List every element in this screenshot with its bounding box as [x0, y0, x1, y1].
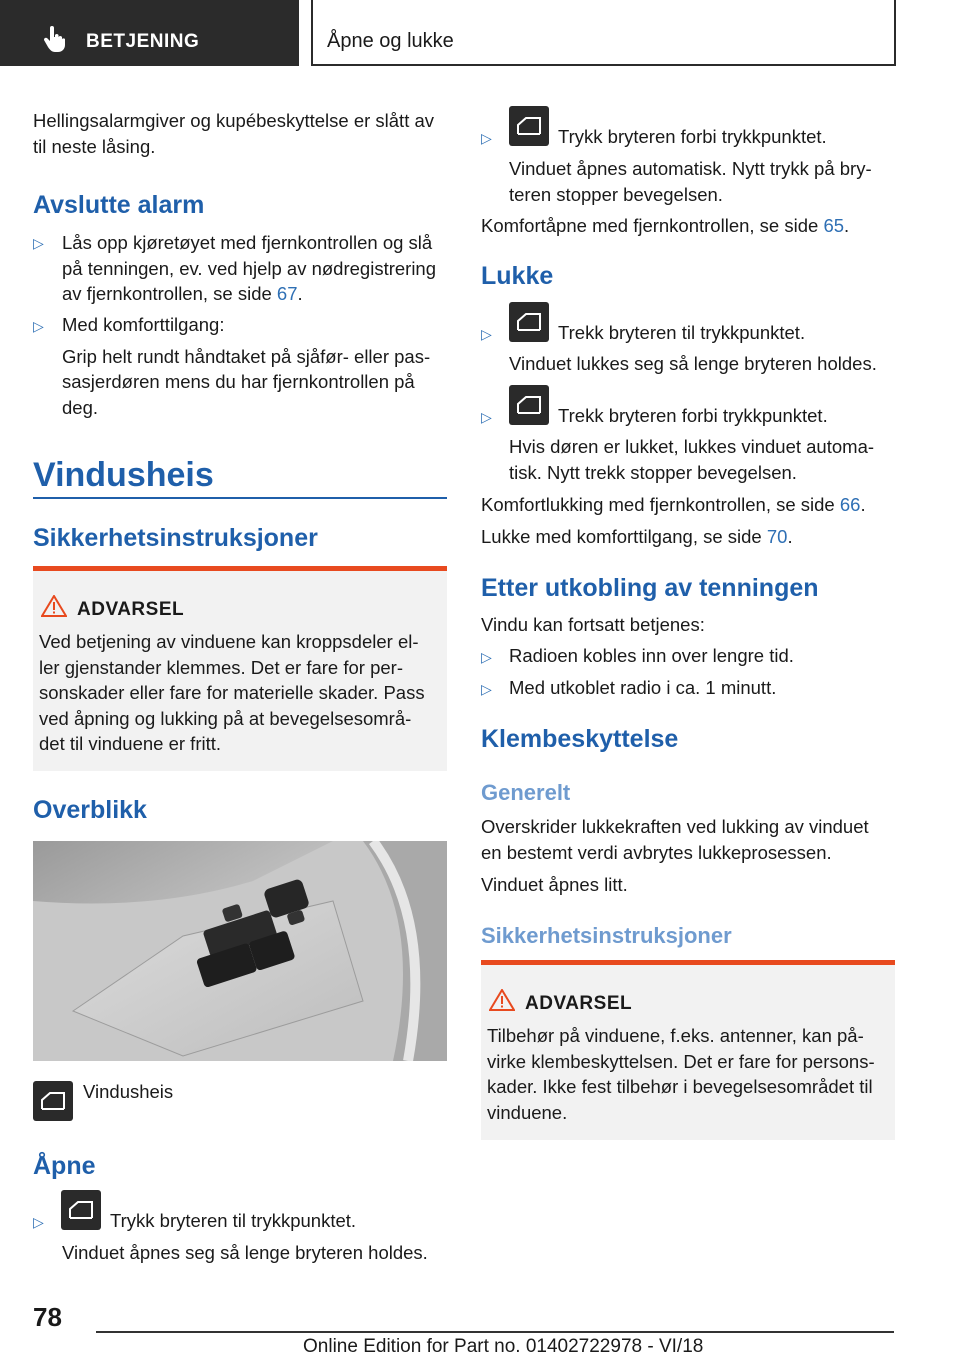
warning-title: ADVARSEL: [77, 599, 185, 620]
photo-caption: Vindusheis: [83, 1081, 174, 1102]
paragraph: Vinduet åpnes litt.: [481, 874, 628, 895]
list-item: Med utkoblet radio i ca. 1 minutt.: [509, 677, 777, 698]
paragraph: Komfortåpne med fjernkontrollen, se side 65.: [481, 215, 850, 236]
list-item-detail: Vinduet åpnes seg så lenge bryteren holdes.: [62, 1242, 428, 1263]
section-label: BETJENING: [86, 31, 200, 52]
bullet-marker: ▷: [33, 318, 44, 334]
warning-title: ADVARSEL: [525, 993, 633, 1014]
warning-triangle-icon: [41, 595, 67, 617]
footer-rule: [96, 1331, 894, 1333]
paragraph: Komfortlukking med fjernkontrollen, se side 66.: [481, 494, 866, 515]
heading-lukke: Lukke: [481, 262, 554, 290]
heading-sikkerhetsinstruksjoner-2: Sikkerhetsinstruksjoner: [481, 923, 732, 948]
list-item: Trykk bryteren til trykkpunktet.: [110, 1210, 357, 1231]
window-switch-photo: [33, 841, 447, 1061]
page-title: Åpne og lukke: [327, 30, 454, 52]
footer-edition: Online Edition for Part no. 01402722978 - VI/18: [303, 1336, 704, 1357]
bullet-marker: ▷: [481, 130, 492, 146]
warning-triangle-icon: [489, 989, 515, 1011]
list-item: Trykk bryteren forbi trykkpunktet.: [558, 126, 827, 147]
page-link-67[interactable]: 67: [276, 283, 298, 304]
heading-generelt: Generelt: [481, 780, 571, 805]
heading-rule: [33, 497, 447, 499]
bullet-marker: ▷: [481, 326, 492, 342]
window-switch-icon: [509, 385, 549, 425]
bullet-marker: ▷: [481, 681, 492, 697]
heading-sikkerhetsinstruksjoner: Sikkerhetsinstruksjoner: [33, 524, 318, 552]
list-item: Lås opp kjøretøyet med fjernkontrollen og slå på tenningen, ev. ved hjelp av nødregistrering av fjernkontrollen, se side 67.: [62, 232, 437, 304]
warning-box: [481, 960, 895, 1140]
heading-overblikk: Overblikk: [33, 796, 147, 824]
heading-apne: Åpne: [33, 1152, 96, 1180]
window-switch-icon: [61, 1190, 101, 1230]
paragraph: Vindu kan fortsatt betjenes:: [481, 614, 705, 635]
page-number: 78: [33, 1302, 62, 1332]
paragraph: Overskrider lukkekraften ved lukking av vinduet en bestemt verdi avbrytes lukkeprosessen.: [481, 816, 869, 863]
window-switch-icon: [509, 106, 549, 146]
list-item-detail: Vinduet lukkes seg så lenge bryteren holdes.: [509, 353, 877, 374]
page-link-66[interactable]: 66: [839, 494, 861, 515]
heading-klembeskyttelse: Klembeskyttelse: [481, 725, 679, 753]
header-title-box: [311, 0, 896, 66]
list-item: Radioen kobles inn over lengre tid.: [509, 645, 794, 666]
list-item: Trekk bryteren til trykkpunktet.: [558, 322, 806, 343]
bullet-marker: ▷: [481, 649, 492, 665]
heading-etter-utkobling: Etter utkobling av tenningen: [481, 574, 819, 602]
paragraph: Lukke med komforttilgang, se side 70.: [481, 526, 793, 547]
window-switch-icon: [509, 302, 549, 342]
bullet-marker: ▷: [33, 235, 44, 251]
hand-pointer-icon: [42, 26, 66, 52]
intro-text: Hellingsalarmgiver og kupébeskyttelse er slått av til neste låsing.: [33, 110, 435, 157]
list-item-detail: Hvis døren er lukket, lukkes vinduet automa- tisk. Nytt trekk stopper bevegelsen.: [509, 436, 875, 483]
section-tab: [0, 0, 299, 66]
heading-avslutte-alarm: Avslutte alarm: [33, 191, 205, 219]
bullet-marker: ▷: [33, 1214, 44, 1230]
bullet-marker: ▷: [481, 409, 492, 425]
list-item: Med komforttilgang: Grip helt rundt håndtaket på sjåfør- eller pas- sasjerdøren mens du har fjernkontrollen på deg.: [62, 314, 431, 418]
page-link-70[interactable]: 70: [766, 526, 788, 547]
list-item-detail: Vinduet åpnes automatisk. Nytt trykk på bry- teren stopper bevegelsen.: [509, 158, 872, 205]
warning-text: Tilbehør på vinduene, f.eks. antenner, kan på- virke klembeskyttelsen. Det er fare for persons- kader. Ikke fest tilbehør i bevegelsesområdet til vinduene.: [487, 1025, 875, 1123]
warning-box: [33, 566, 447, 771]
page-link-65[interactable]: 65: [823, 215, 845, 236]
heading-vindusheis: Vindusheis: [33, 456, 214, 494]
list-item: Trekk bryteren forbi trykkpunktet.: [558, 405, 828, 426]
window-switch-icon: [33, 1081, 73, 1121]
warning-text: Ved betjening av vinduene kan kroppsdeler el- ler gjenstander klemmes. Det er fare for per- sonskader eller fare for materielle skader. Pass ved åpning og lukking på at bevegelsesområ- det til vinduene er fritt.: [39, 631, 425, 754]
